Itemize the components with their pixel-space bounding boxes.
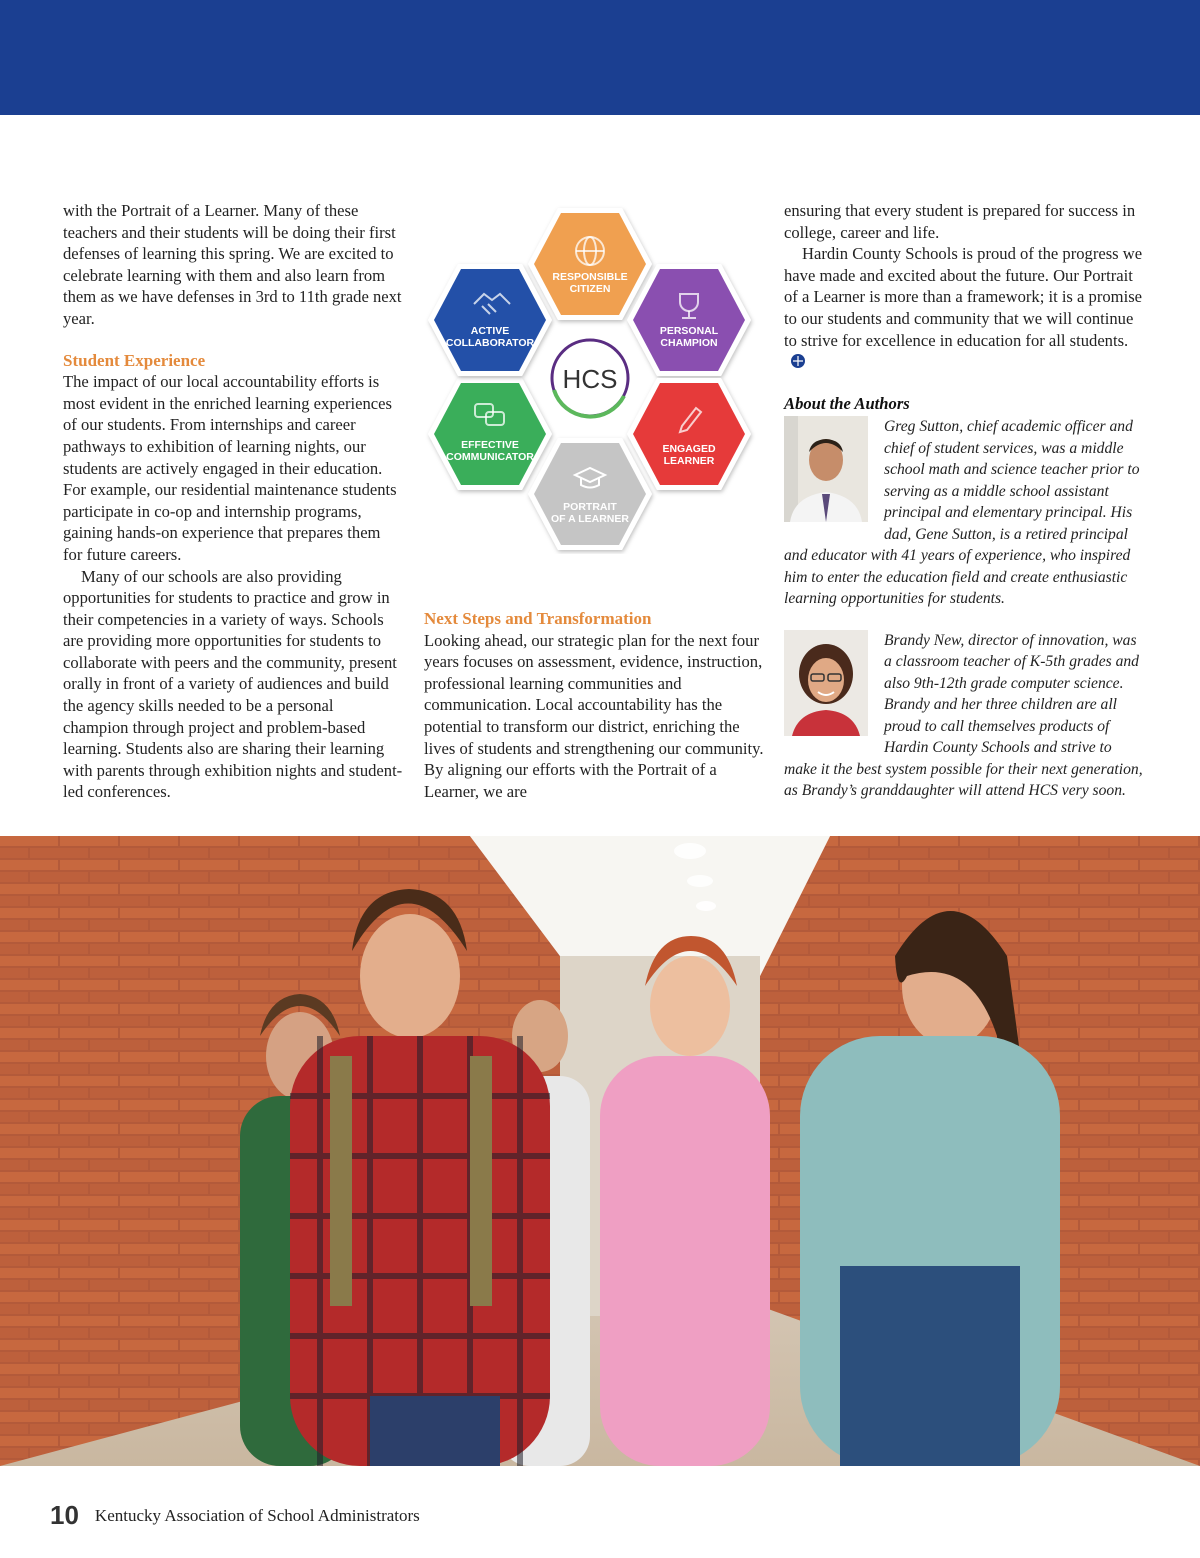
svg-text:EFFECTIVE: EFFECTIVE xyxy=(461,439,519,451)
col3-paragraph-2: Hardin County Schools is proud of the progress we have made and excited about the future. Our Portrait of a Learner is more than a framework; it is a promise to our students and community that we will continue to strive for excellence in education for all students. xyxy=(784,243,1144,373)
hex-active-collaborator xyxy=(428,264,552,376)
about-authors-heading: About the Authors xyxy=(784,393,910,413)
hex-engaged-learner xyxy=(627,378,751,490)
column-1 xyxy=(63,200,403,803)
col1-paragraph-3: Many of our schools are also providing opportunities for students to practice and grow in their competencies in a variety of ways. Schools are providing more opportunities for students to collaborate with peers and the community, present orally in front of a variety of audiences and build the agency skills needed to be a personal champion through project and problem-based learning. Students also are sharing their learning with parents through exhibition nights and student-led conferences. xyxy=(63,566,403,802)
hex-effective-communicator xyxy=(428,378,552,490)
svg-text:COLLABORATOR: COLLABORATOR xyxy=(445,337,535,349)
hex-responsible-citizen xyxy=(528,208,652,320)
author-bio-brandy-new: Brandy New, director of innovation, was a classroom teacher of K-5th grades and also 9th-12th grade computer science. Brandy and her three children are all proud to call themselves products of Hardin County Schools and strive to make it the best system possible for their next generation, as Brandy’s granddaughter will attend HCS very soon. xyxy=(784,631,1143,800)
author-photo-greg-sutton xyxy=(784,416,868,522)
svg-text:PORTRAIT: PORTRAIT xyxy=(563,501,617,513)
col3-paragraph-1: ensuring that every student is prepared for success in college, career and life. xyxy=(784,201,1136,242)
svg-text:LEARNER: LEARNER xyxy=(663,455,715,467)
svg-text:RESPONSIBLE: RESPONSIBLE xyxy=(552,271,628,283)
column-2 xyxy=(424,608,764,802)
page-footer xyxy=(50,1500,420,1540)
svg-text:OF A LEARNER: OF A LEARNER xyxy=(551,513,629,525)
author-photo-brandy-new xyxy=(784,630,868,736)
section-heading-next-steps: Next Steps and Transformation xyxy=(424,609,652,628)
svg-text:ACTIVE: ACTIVE xyxy=(470,325,510,337)
svg-text:HCS: HCS xyxy=(562,364,618,394)
hex-personal-champion xyxy=(627,264,751,376)
author-bio-greg-sutton: Greg Sutton, chief academic officer and chief of student services, was a middle school math and science teacher prior to serving as a middle school assistant principal and elementary principal. His dad, Gene Sutton, is a retired principal and educator with 41 years of experience, who inspired him to enter the education field and create enthusiastic learning opportunities for students. xyxy=(784,418,1140,608)
col1-paragraph-1: with the Portrait of a Learner. Many of these teachers and their students will be doing their first defenses of learning this spring. We are excited to celebrate learning with them and also learn from them as we have defenses in 3rd to 11th grade next year. xyxy=(63,201,402,328)
section-heading-student-experience: Student Experience xyxy=(63,350,206,370)
page-number: 10 xyxy=(50,1500,79,1530)
svg-text:PERSONAL: PERSONAL xyxy=(659,325,719,337)
svg-text:CITIZEN: CITIZEN xyxy=(569,283,611,295)
hcs-logo xyxy=(546,334,634,422)
hex-portrait-of-a-learner xyxy=(528,438,652,550)
svg-text:CHAMPION: CHAMPION xyxy=(660,337,718,349)
col1-paragraph-2: The impact of our local accountability efforts is most evident in the enriched learning experiences of our students. From internships and career pathways to exhibition of learning nights, our students are actively engaged in their education. For example, our residential maintenance students participate in co-op and internship programs, gaining hands-on experience that prepares them for future careers. xyxy=(63,372,397,564)
end-mark-icon xyxy=(790,353,806,369)
col2-paragraph-1: Looking ahead, our strategic plan for the next four years focuses on assessment, evidence, instruction, professional learning communities and communication. Local accountability has the potential to transform our district, enriching the lives of students and strengthening our community. By aligning our efforts with the Portrait of a Learner, we are xyxy=(424,630,764,801)
portrait-of-learner-graphic xyxy=(424,204,764,554)
svg-text:ENGAGED: ENGAGED xyxy=(662,443,716,455)
header-band xyxy=(0,0,1200,115)
publication-name: Kentucky Association of School Administrators xyxy=(94,1505,420,1525)
students-hallway-photo xyxy=(0,836,1200,1466)
column-3 xyxy=(784,200,1144,802)
svg-text:COMMUNICATOR: COMMUNICATOR xyxy=(446,451,534,463)
